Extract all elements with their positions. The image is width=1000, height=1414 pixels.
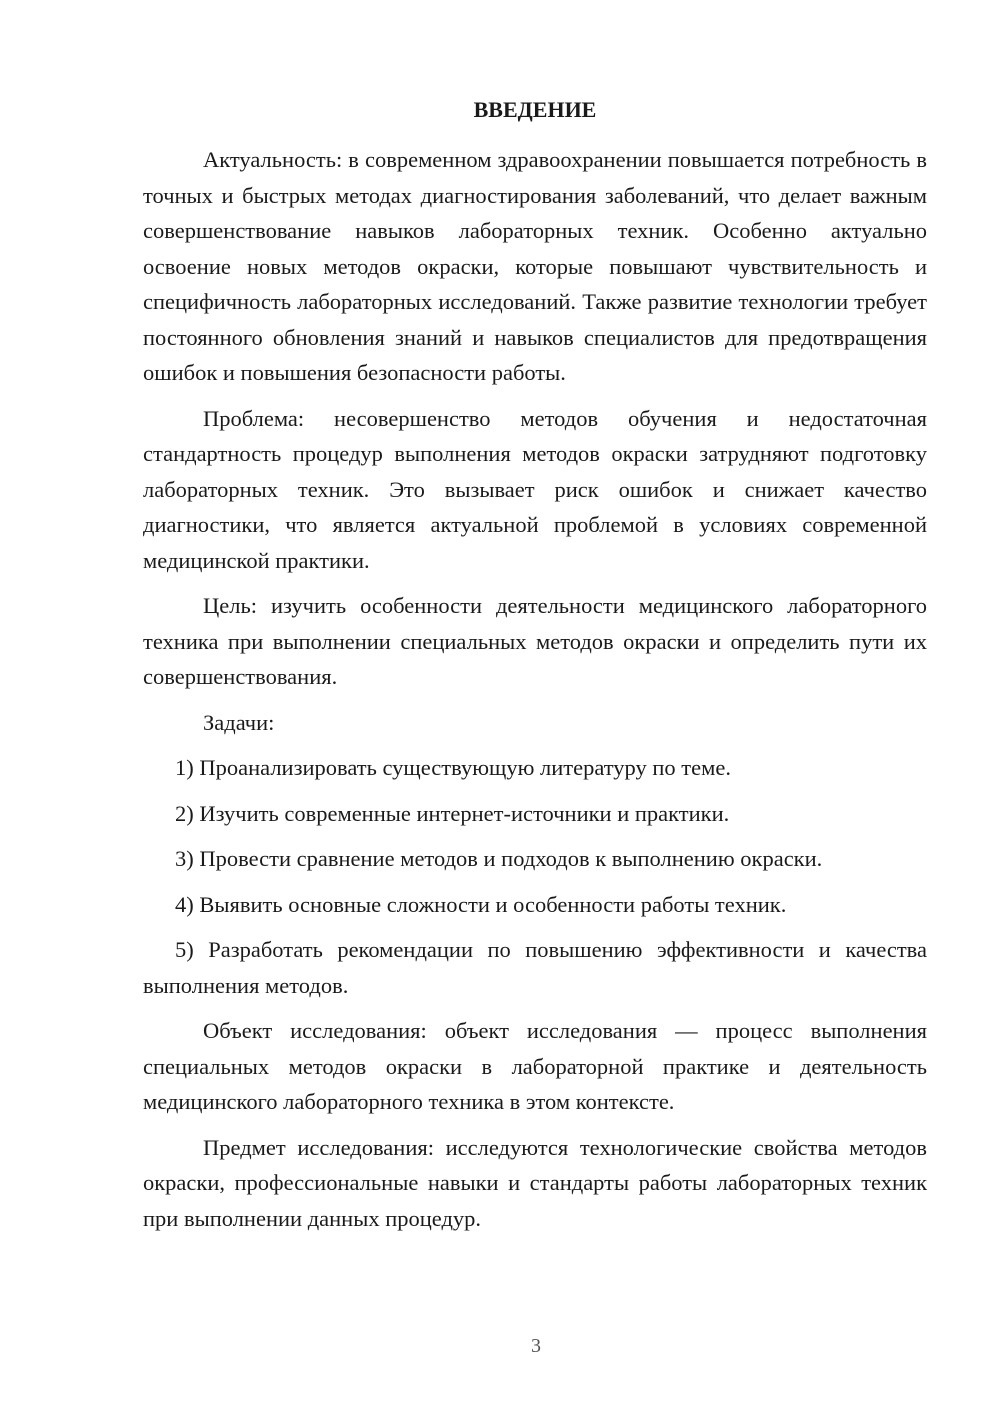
subject-paragraph: Предмет исследования: исследуются технологические свойства методов окраски, профессиональные навыки и стандарты работы лабораторных техник при выполнении данных процедур. [143, 1134, 927, 1231]
task-item: 3) Провести сравнение методов и подходов к выполнению окраски. [175, 846, 823, 871]
page-content [143, 95, 927, 1246]
object-paragraph: Объект исследования: объект исследования — процесс выполнения специальных методов окраски в лабораторной практике и деятельность медицинского лабораторного техника в этом контексте. [143, 1018, 927, 1114]
section-title: ВВЕДЕНИЕ [473, 97, 597, 122]
task-item: 2) Изучить современные интернет-источники и практики. [175, 800, 730, 826]
goal-paragraph: Цель: изучить особенности деятельности медицинского лабораторного техника при выполнении специальных методов окраски и определить пути их совершенствования. [143, 593, 927, 689]
task-item: 5) Разработать рекомендации по повышению эффективности и качества выполнения методов. [143, 937, 927, 998]
page-number: 3 [531, 1335, 541, 1357]
problem-paragraph: Проблема: несовершенство методов обучения и недостаточная стандартность процедур выполнения методов окраски затрудняют подготовку лабораторных техник. Это вызывает риск ошибок и снижает качество диагностики, что является актуальной проблемой в условиях современной медицинской практики. [143, 405, 927, 573]
task-item: 4) Выявить основные сложности и особенности работы техник. [175, 891, 787, 917]
task-item: 1) Проанализировать существующую литературу по теме. [175, 755, 731, 780]
relevance-paragraph: Актуальность: в современном здравоохранении повышается потребность в точных и быстрых методах диагностирования заболеваний, что делает важным совершенствование навыков лабораторных техник. Особенно актуально освоение новых методов окраски, которые повышают чувствительность и специфичность лабораторных исследований. Также развитие технологии требует постоянного обновления знаний и навыков специалистов для предотвращения ошибок и повышения безопасности работы. [143, 147, 927, 385]
tasks-heading: Задачи: [203, 709, 275, 735]
